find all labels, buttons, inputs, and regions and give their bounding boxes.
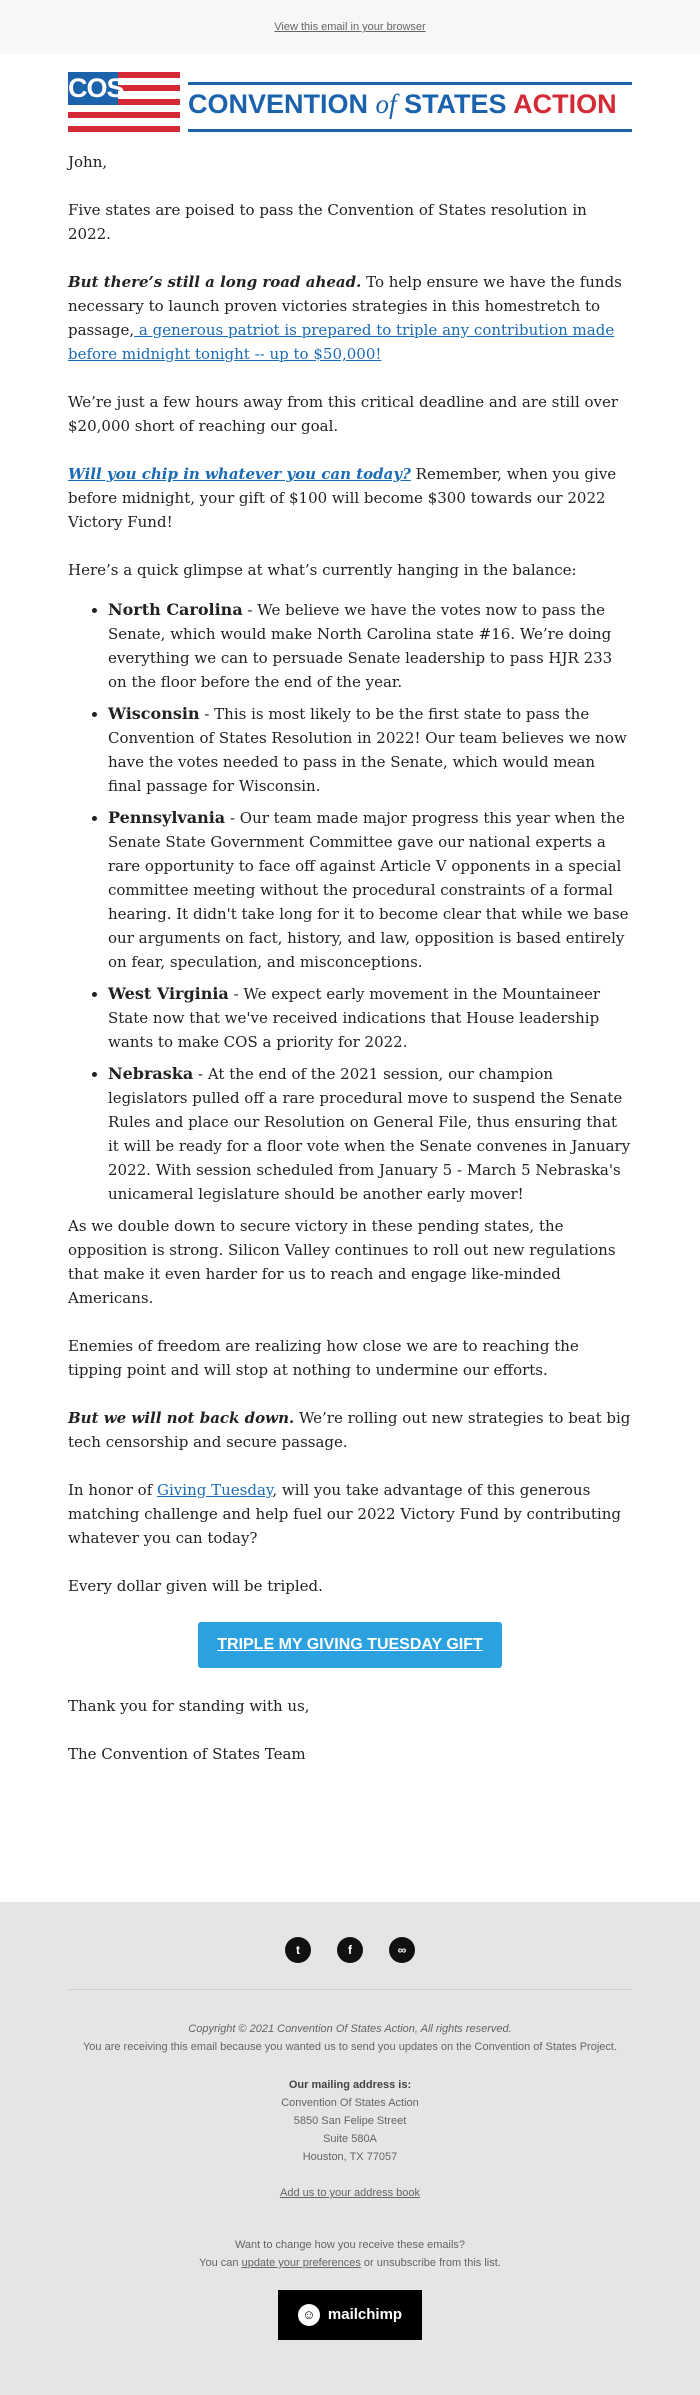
cta-wrap bbox=[68, 1622, 632, 1668]
email-content bbox=[0, 70, 700, 1766]
paragraph-tripled: Every dollar given will be tripled. bbox=[68, 1577, 323, 1595]
cos-logo[interactable] bbox=[68, 70, 632, 134]
twitter-icon[interactable]: t bbox=[285, 1937, 311, 1963]
paragraph-not-back-down: But we will not back down. We’re rolling out new strategies to beat big tech censorship and secure passage. bbox=[68, 1409, 631, 1451]
greeting: John, bbox=[68, 153, 108, 171]
signoff: The Convention of States Team bbox=[68, 1745, 306, 1763]
paragraph-opposition: As we double down to secure victory in these pending states, the opposition is strong. Silicon Valley continues to roll out new regulations that make it even harder for us to reach and engage like-minded Americans. bbox=[68, 1217, 616, 1307]
list-item: • Nebraska - At the end of the 2021 session, our champion legislators pulled off a rare procedural move to suspend the Senate Rules and place our Resolution on General File, thus ensuring that it will be ready for a floor vote when the Senate convenes in January 2022. With session scheduled from January 5 - March 5 Nebraska's unicameral legislature should be another early mover! bbox=[108, 1062, 632, 1206]
unsubscribe-link[interactable]: unsubscribe from this list bbox=[376, 2257, 498, 2269]
list-item: • Wisconsin - This is most likely to be the first state to pass the Convention of States Resolution in 2022! Our team believes we now have the votes needed to pass in the Senate, which would mean final passage for Wisconsin. bbox=[108, 702, 632, 798]
paragraph-road-ahead: But there’s still a long road ahead. To help ensure we have the funds necessary to launch proven victories strategies in this homestretch to passage, a generous patriot is prepared to triple any contribution made before midnight tonight -- up to $50,000! bbox=[68, 273, 622, 363]
paragraph-glimpse: Here’s a quick glimpse at what’s currently hanging in the balance: bbox=[68, 561, 577, 579]
wordmark-states: STATES bbox=[404, 88, 507, 119]
cos-badge: COS bbox=[68, 73, 124, 103]
paragraph-deadline: We’re just a few hours away from this critical deadline and are still over $20,000 short of reaching our goal. bbox=[68, 393, 619, 435]
topbar bbox=[0, 0, 700, 54]
change-question: Want to change how you receive these emails? bbox=[234, 2239, 466, 2251]
update-preferences-link[interactable]: update your preferences bbox=[241, 2257, 361, 2269]
footer bbox=[0, 1902, 700, 2395]
wordmark-convention: CONVENTION bbox=[188, 88, 369, 119]
view-in-browser-link[interactable]: View this email in your browser bbox=[274, 21, 426, 33]
list-item: • North Carolina - We believe we have the votes now to pass the Senate, which would make North Carolina state #16. We’re doing everything we can to persuade Senate leadership to pass HJR 233 on the floor before the end of the year. bbox=[108, 598, 632, 694]
address-label: Our mailing address is: bbox=[288, 2079, 412, 2091]
add-address-book-link[interactable]: Add us to your address book bbox=[279, 2187, 421, 2199]
footer-divider bbox=[68, 1989, 632, 1990]
strong-road-ahead: But there’s still a long road ahead. bbox=[68, 273, 362, 291]
list-item: • Pennsylvania - Our team made major progress this year when the Senate State Government Committee gave our national experts a rare opportunity to face off against Article V opponents in a special committee meeting without the procedural constraints of a formal hearing. It didn't take long for it to become clear that while we base our arguments on fact, history, and law, opposition is based entirely on fear, speculation, and misconceptions. bbox=[108, 806, 632, 974]
paragraph-giving-tuesday: In honor of Giving Tuesday, will you take advantage of this generous matching challenge and help fuel our 2022 Victory Fund by contributing whatever you can today? bbox=[68, 1481, 621, 1547]
mailchimp-badge[interactable]: ☺ mailchimp bbox=[278, 2290, 422, 2340]
address-line: Suite 580A bbox=[323, 2133, 377, 2145]
wordmark-action: ACTION bbox=[513, 88, 617, 119]
address-line: Convention Of States Action bbox=[281, 2097, 419, 2109]
mailchimp-icon: ☺ bbox=[298, 2304, 320, 2326]
change-line: You can update your preferences or unsubscribe from this list. bbox=[199, 2257, 501, 2269]
wordmark bbox=[188, 72, 632, 132]
facebook-icon[interactable]: f bbox=[337, 1937, 363, 1963]
paragraph-intro: Five states are poised to pass the Convention of States resolution in 2022. bbox=[68, 201, 587, 243]
link-icon[interactable]: ∞ bbox=[389, 1937, 415, 1963]
triple-gift-button[interactable]: TRIPLE MY GIVING TUESDAY GIFT bbox=[198, 1622, 502, 1668]
list-item: • West Virginia - We expect early movement in the Mountaineer State now that we've received indications that House leadership wants to make COS a priority for 2022. bbox=[108, 982, 632, 1054]
giving-tuesday-link[interactable]: Giving Tuesday bbox=[157, 1481, 273, 1499]
address-line: Houston, TX 77057 bbox=[302, 2151, 398, 2163]
wordmark-of: of bbox=[375, 88, 397, 119]
paragraph-chip-in: Will you chip in whatever you can today? Remember, when you give before midnight, your gift of $100 will become $300 towards our 2022 Victory Fund! bbox=[68, 465, 617, 531]
chip-in-link[interactable]: Will you chip in whatever you can today? bbox=[68, 465, 411, 483]
states-list bbox=[68, 598, 632, 1206]
match-offer-link[interactable]: a generous patriot is prepared to triple any contribution made before midnight tonight -- up to $50,000! bbox=[68, 321, 615, 363]
address-line: 5850 San Felipe Street bbox=[293, 2115, 407, 2127]
social-links bbox=[0, 1937, 700, 1963]
thanks-line: Thank you for standing with us, bbox=[68, 1697, 310, 1715]
receive-reason: You are receiving this email because you wanted us to send you updates on the Convention of States Project. bbox=[82, 2041, 618, 2053]
copyright: Copyright © 2021 Convention Of States Action, All rights reserved. bbox=[188, 2023, 512, 2035]
paragraph-enemies: Enemies of freedom are realizing how close we are to reaching the tipping point and will stop at nothing to undermine our efforts. bbox=[68, 1337, 579, 1379]
flag-mark bbox=[68, 72, 180, 132]
